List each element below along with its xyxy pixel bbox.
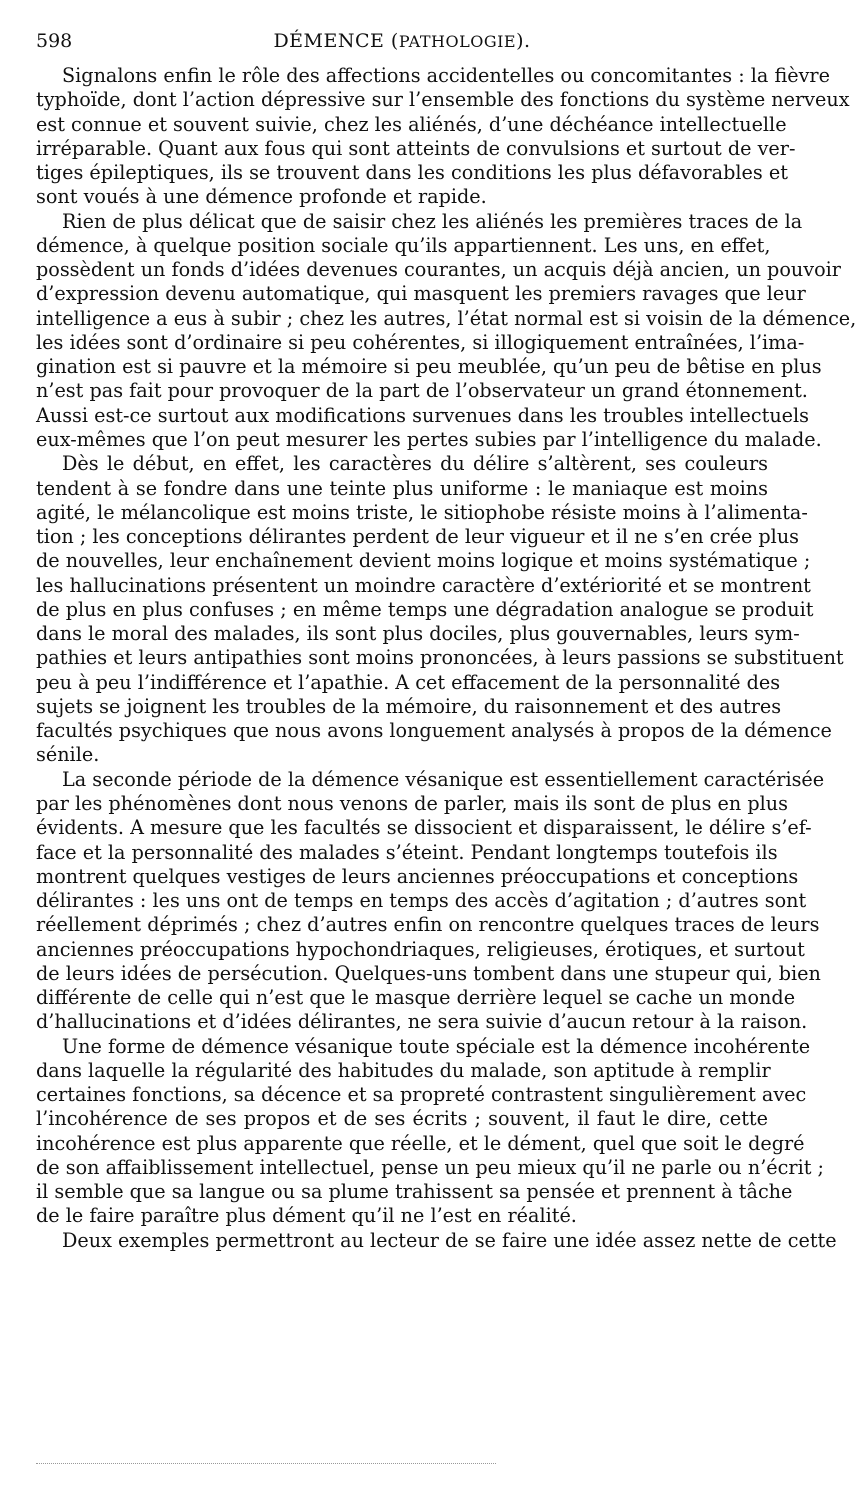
running-head-subtitle: PATHOLOGIE: [398, 32, 517, 51]
text-line: évidents. A mesure que les facultés se dissocient et disparaissent, le délire s’ef-: [36, 816, 812, 840]
text-line: est connue et souvent suivie, chez les aliénés, d’une déchéance intellectuelle: [36, 112, 787, 136]
text-line: intelligence a eus à subir ; chez les autres, l’état normal est si voisin de la démence,: [36, 306, 856, 330]
text-line: Signalons enfin le rôle des affections accidentelles ou concomitantes : la fièvre: [62, 64, 830, 87]
text-line: irréparable. Quant aux fous qui sont atteints de convulsions et surtout de ver-: [36, 136, 796, 160]
text-line: d’expression devenu automatique, qui masquent les premiers ravages que leur: [36, 282, 806, 306]
text-line: de nouvelles, leur enchaînement devient moins logique et moins systématique ;: [36, 549, 811, 573]
running-head-title: DÉMENCE (: [273, 30, 399, 52]
text-line: réellement déprimés ; chez d’autres enfin on rencontre quelques traces de leurs: [36, 913, 820, 937]
paragraph: [36, 452, 844, 767]
text-line: les idées sont d’ordinaire si peu cohérentes, si illogiquement entraînées, l’ima-: [36, 330, 805, 354]
paragraph: [36, 1034, 824, 1229]
text-line: pathies et leurs antipathies sont moins prononcées, à leurs passions se substituent: [36, 646, 844, 670]
text-line: de le faire paraître plus dément qu’il ne l’est en réalité.: [36, 1204, 577, 1228]
text-line: Deux exemples permettront au lecteur de se faire une idée assez nette de cette: [62, 1228, 837, 1252]
text-line: sénile.: [36, 743, 100, 767]
text-line: délirantes : les uns ont de temps en temps des accès d’agitation ; d’autres sont: [36, 889, 807, 913]
page-number: 598: [36, 30, 73, 52]
text-line: Une forme de démence vésanique toute spéciale est la démence incohérente: [62, 1034, 811, 1058]
text-line: sujets se joignent les troubles de la mémoire, du raisonnement et des autres: [36, 694, 782, 718]
text-line: anciennes préoccupations hypochondriaques, religieuses, érotiques, et surtout: [36, 937, 805, 961]
text-line: démence, à quelque position sociale qu’ils appartiennent. Les uns, en effet,: [36, 233, 771, 257]
text-line: agité, le mélancolique est moins triste, le sitiophobe résiste moins à l’alimenta-: [36, 500, 808, 524]
footer-dotted-rule: [36, 1463, 496, 1464]
text-line: de son affaiblissement intellectuel, pense un peu mieux qu’il ne parle ou n’écrit ;: [36, 1155, 824, 1179]
text-line: par les phénomènes dont nous venons de parler, mais ils sont de plus en plus: [36, 791, 788, 815]
text-line: Aussi est-ce surtout aux modifications survenues dans les troubles intellectuels: [36, 403, 810, 427]
paragraph: [36, 767, 825, 1035]
text-line: certaines fonctions, sa décence et sa propreté contrastent singulièrement avec: [36, 1083, 807, 1107]
text-line: l’incohérence de ses propos et de ses écrits ; souvent, il faut le dire, cette: [36, 1107, 768, 1131]
text-line: Dès le début, en effet, les caractères du délire s’altèrent, ses couleurs: [62, 452, 768, 476]
text-line: d’hallucinations et d’idées délirantes, ne sera suivie d’aucun retour à la raison.: [36, 1010, 808, 1034]
text-line: eux-mêmes que l’on peut mesurer les pertes subies par l’intelligence du malade.: [36, 427, 822, 451]
text-line: il semble que sa langue ou sa plume trahissent sa pensée et prennent à tâche: [36, 1180, 793, 1204]
text-line: montrent quelques vestiges de leurs anciennes préoccupations et conceptions: [36, 864, 799, 888]
body-text: [36, 64, 856, 1253]
text-line: de leurs idées de persécution. Quelques-uns tombent dans une stupeur qui, bien: [36, 961, 821, 985]
text-line: de plus en plus confuses ; en même temps une dégradation analogue se produit: [36, 597, 814, 621]
text-line: peu à peu l’indifférence et l’apathie. A cet effacement de la personnalité des: [36, 670, 781, 694]
paragraph: [36, 1228, 837, 1253]
text-line: incohérence est plus apparente que réelle, et le dément, quel que soit le degré: [36, 1131, 805, 1155]
text-line: différente de celle qui n’est que le masque derrière lequel se cache un monde: [36, 986, 796, 1010]
text-line: tendent à se fondre dans une teinte plus uniforme : le maniaque est moins: [36, 476, 768, 500]
text-line: face et la personnalité des malades s’éteint. Pendant longtemps toutefois ils: [36, 840, 778, 864]
text-line: tion ; les conceptions délirantes perdent de leur vigueur et il ne s’en crée plus: [36, 525, 800, 549]
page-header: [36, 30, 768, 56]
text-line: possèdent un fonds d’idées devenues courantes, un acquis déjà ancien, un pouvoir: [36, 258, 841, 282]
text-line: typhoïde, dont l’action dépressive sur l’ensemble des fonctions du système nerveux: [36, 88, 850, 112]
text-line: La seconde période de la démence vésanique est essentiellement caractérisée: [62, 767, 825, 791]
paragraph: [36, 209, 856, 453]
text-line: sont voués à une démence profonde et rapide.: [36, 185, 487, 209]
text-line: Rien de plus délicat que de saisir chez les aliénés les premières traces de la: [62, 209, 803, 233]
text-line: dans le moral des malades, ils sont plus dociles, plus gouvernables, leurs sym-: [36, 622, 800, 646]
running-head-close: ).: [516, 30, 531, 52]
text-line: dans laquelle la régularité des habitudes du malade, son aptitude à remplir: [36, 1058, 771, 1082]
paragraph: [36, 64, 850, 210]
text-line: facultés psychiques que nous avons longuement analysés à propos de la démence: [36, 719, 832, 743]
running-head: [36, 30, 768, 52]
text-line: gination est si pauvre et la mémoire si peu meublée, qu’un peu de bêtise en plus: [36, 355, 822, 379]
text-line: tiges épileptiques, ils se trouvent dans les conditions les plus défavorables et: [36, 161, 788, 185]
text-line: n’est pas fait pour provoquer de la part de l’observateur un grand étonnement.: [36, 379, 808, 403]
text-line: les hallucinations présentent un moindre caractère d’extériorité et se montrent: [36, 573, 811, 597]
